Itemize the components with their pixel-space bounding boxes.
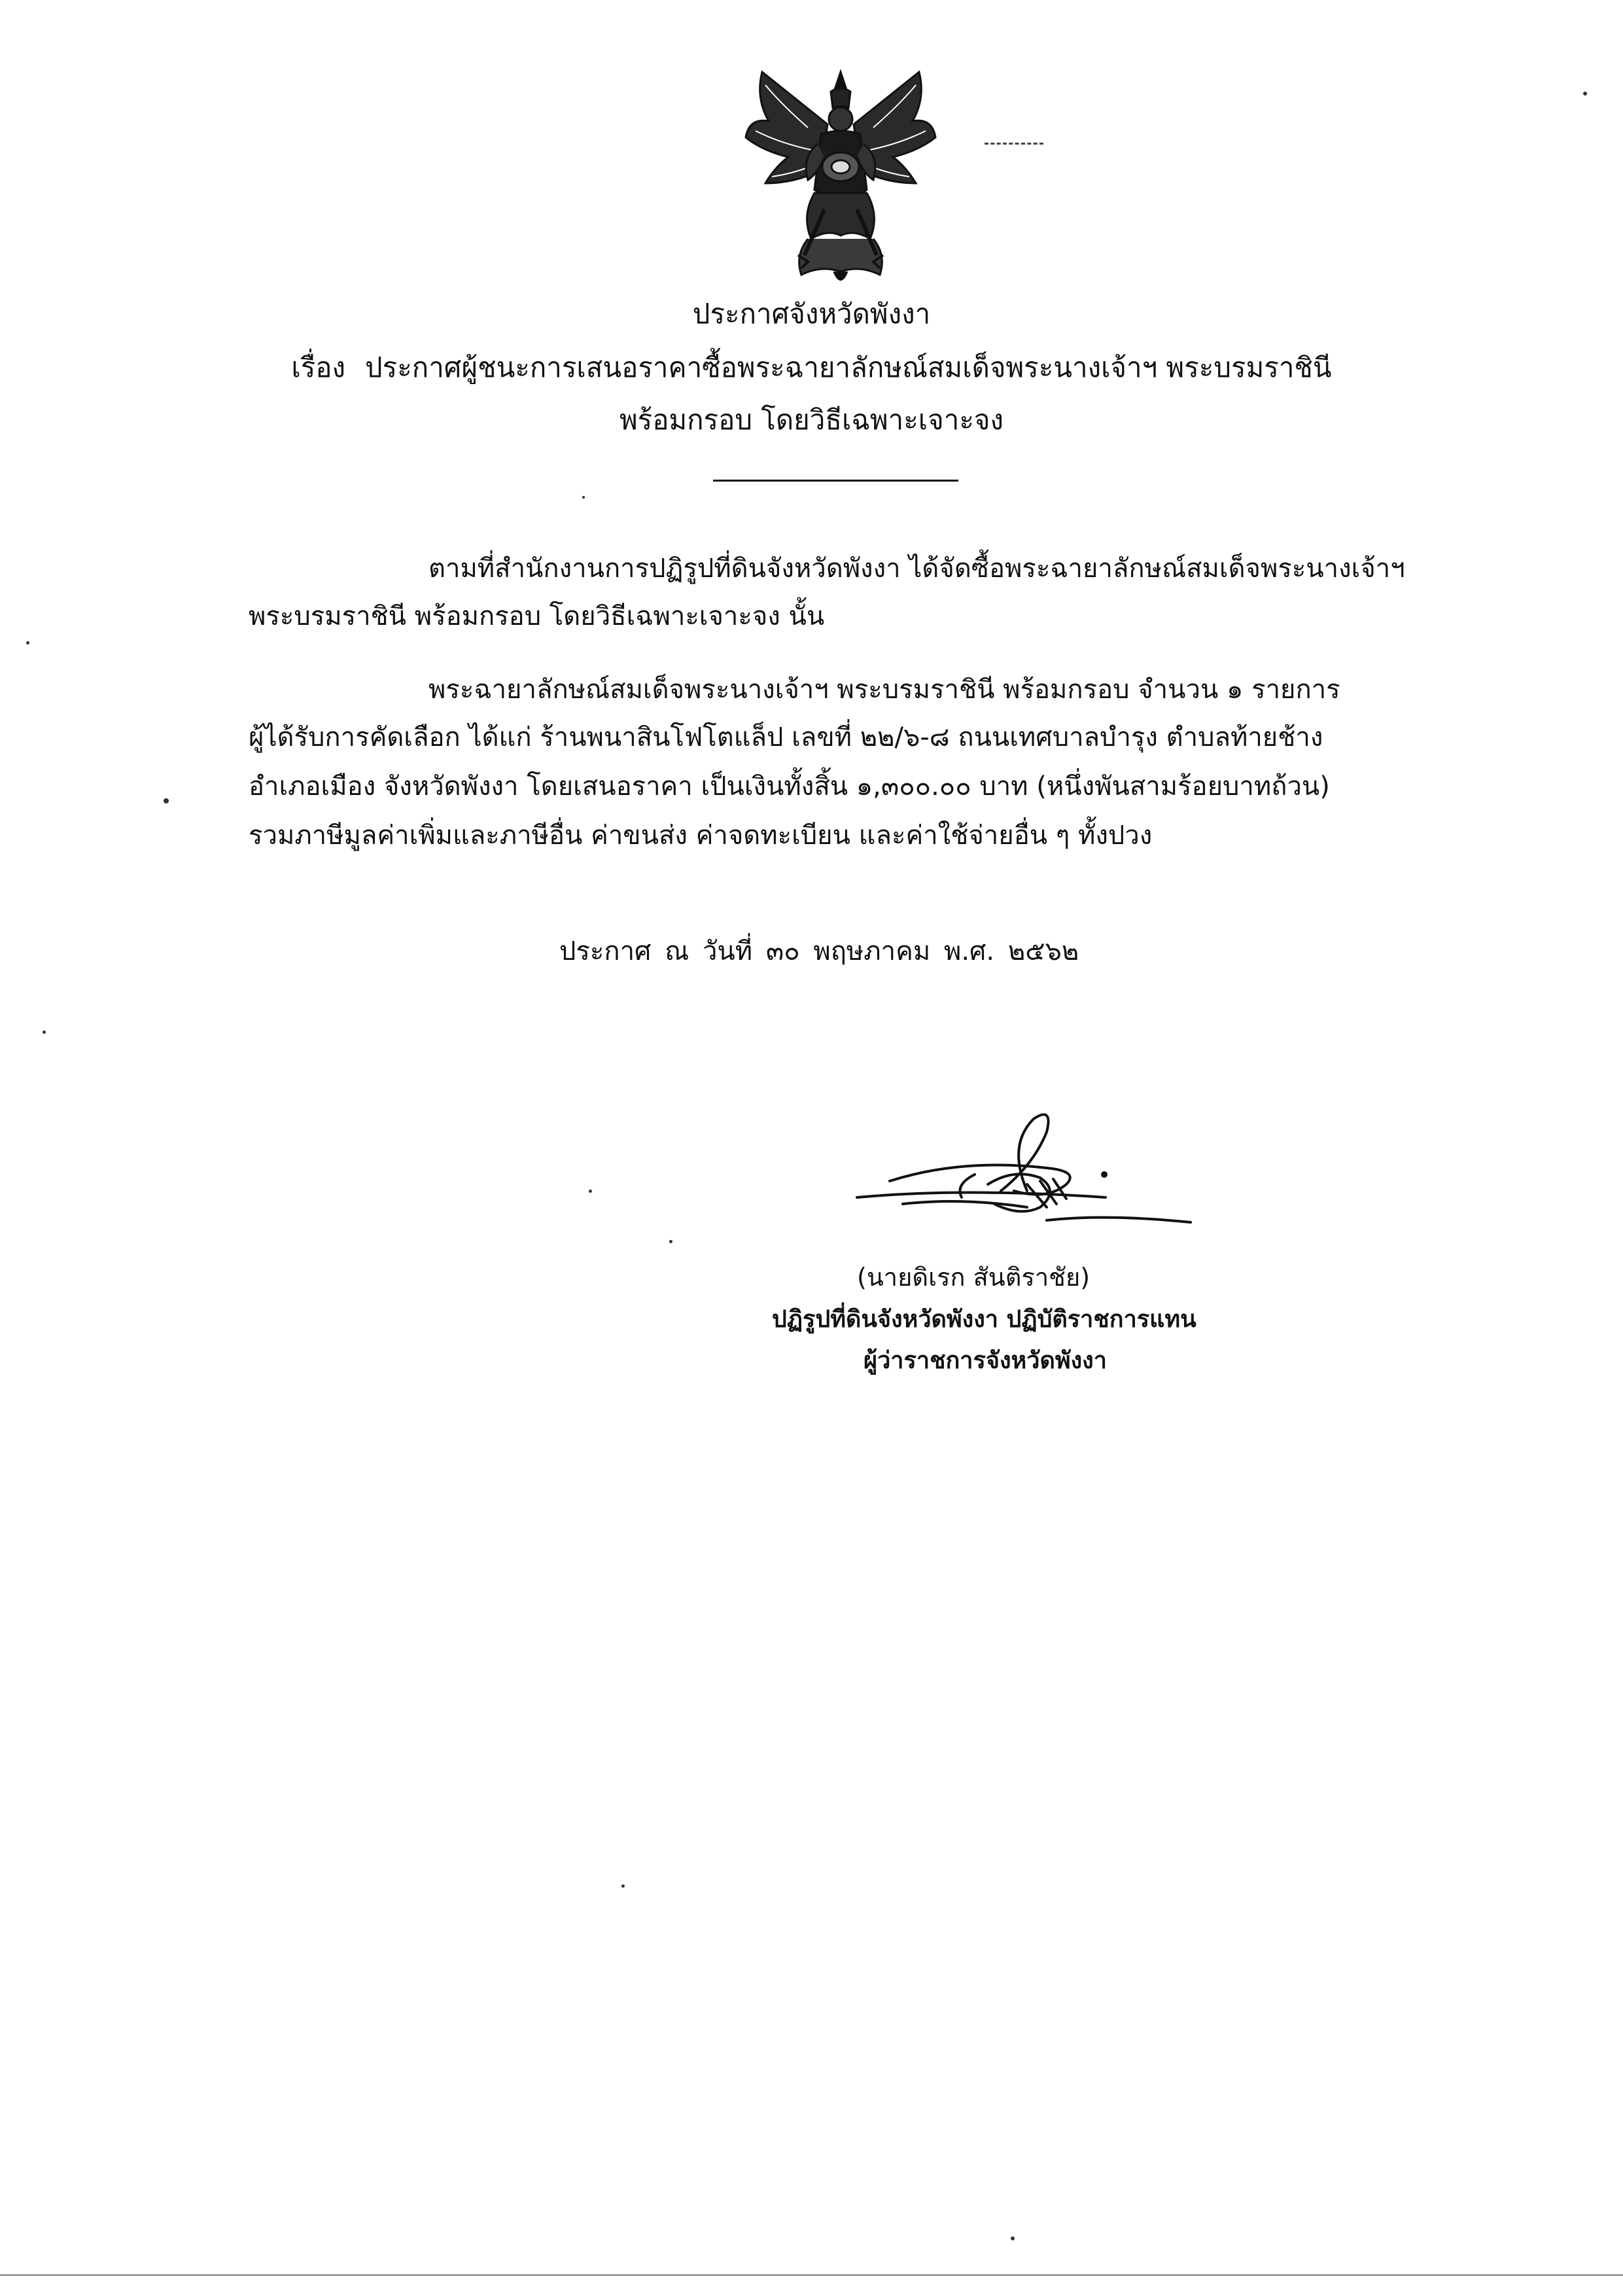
scan-speck [1011, 2236, 1015, 2240]
scan-speck [621, 1884, 625, 1888]
paragraph2-line4: รวมภาษีมูลค่าเพิ่มและภาษีอื่น ค่าขนส่ง ค่าจดทะเบียน และค่าใช้จ่ายอื่น ๆ ทั้งปวง [249, 821, 1153, 851]
scan-speck [164, 798, 169, 804]
scan-speck [582, 496, 585, 499]
garuda-emblem-icon [736, 59, 945, 294]
subject-label: เรื่อง [291, 351, 346, 383]
paragraph2-line1: พระฉายาลักษณ์สมเด็จพระนางเจ้าฯ พระบรมราชินี พร้อมกรอบ จำนวน ๑ รายการ [428, 675, 1340, 705]
scan-speck [26, 641, 29, 645]
scan-bottom-edge [0, 2274, 1623, 2276]
handwritten-signature-icon [831, 1106, 1223, 1276]
document-title: ประกาศจังหวัดพังงา [692, 298, 931, 330]
signatory-position-line1: ปฏิรูปที่ดินจังหวัดพังงา ปฏิบัติราชการแทน [772, 1306, 1196, 1333]
paragraph2-line2: ผู้ได้รับการคัดเลือก ได้แก่ ร้านพนาสินโฟโตแล็ป เลขที่ ๒๒/๖-๘ ถนนเทศบาลบำรุง ตำบลท้ายช้าง [249, 722, 1323, 752]
subject-text: ประกาศผู้ชนะการเสนอราคาซื้อพระฉายาลักษณ์สมเด็จพระนางเจ้าฯ พระบรมราชินี [365, 351, 1332, 383]
paragraph2-line3: อำเภอเมือง จังหวัดพังงา โดยเสนอราคา เป็นเงินทั้งสิ้น ๑,๓๐๐.๐๐ บาท (หนึ่งพันสามร้อยบาทถ้วน) [249, 771, 1330, 802]
heading-divider [713, 480, 958, 482]
scan-speck [589, 1190, 592, 1193]
scan-speck [669, 1240, 672, 1243]
scan-speck [43, 1031, 46, 1034]
signatory-name: (นายดิเรก สันติราชัย) [857, 1263, 1091, 1292]
scan-speck [1583, 92, 1587, 96]
dash-mark [985, 143, 1043, 145]
signatory-position-line2: ผู้ว่าราชการจังหวัดพังงา [864, 1347, 1107, 1374]
announcement-date: ประกาศ ณ วันที่ ๓๐ พฤษภาคม พ.ศ. ๒๕๖๒ [559, 936, 1079, 966]
paragraph1-line2: พระบรมราชินี พร้อมกรอบ โดยวิธีเฉพาะเจาะจง นั้น [249, 601, 825, 631]
subject-line-2: พร้อมกรอบ โดยวิธีเฉพาะเจาะจง [619, 404, 1004, 436]
subject-line-1 [0, 351, 1623, 384]
paragraph1-line1: ตามที่สำนักงานการปฏิรูปที่ดินจังหวัดพังงา ได้จัดซื้อพระฉายาลักษณ์สมเด็จพระนางเจ้าฯ [428, 554, 1405, 584]
